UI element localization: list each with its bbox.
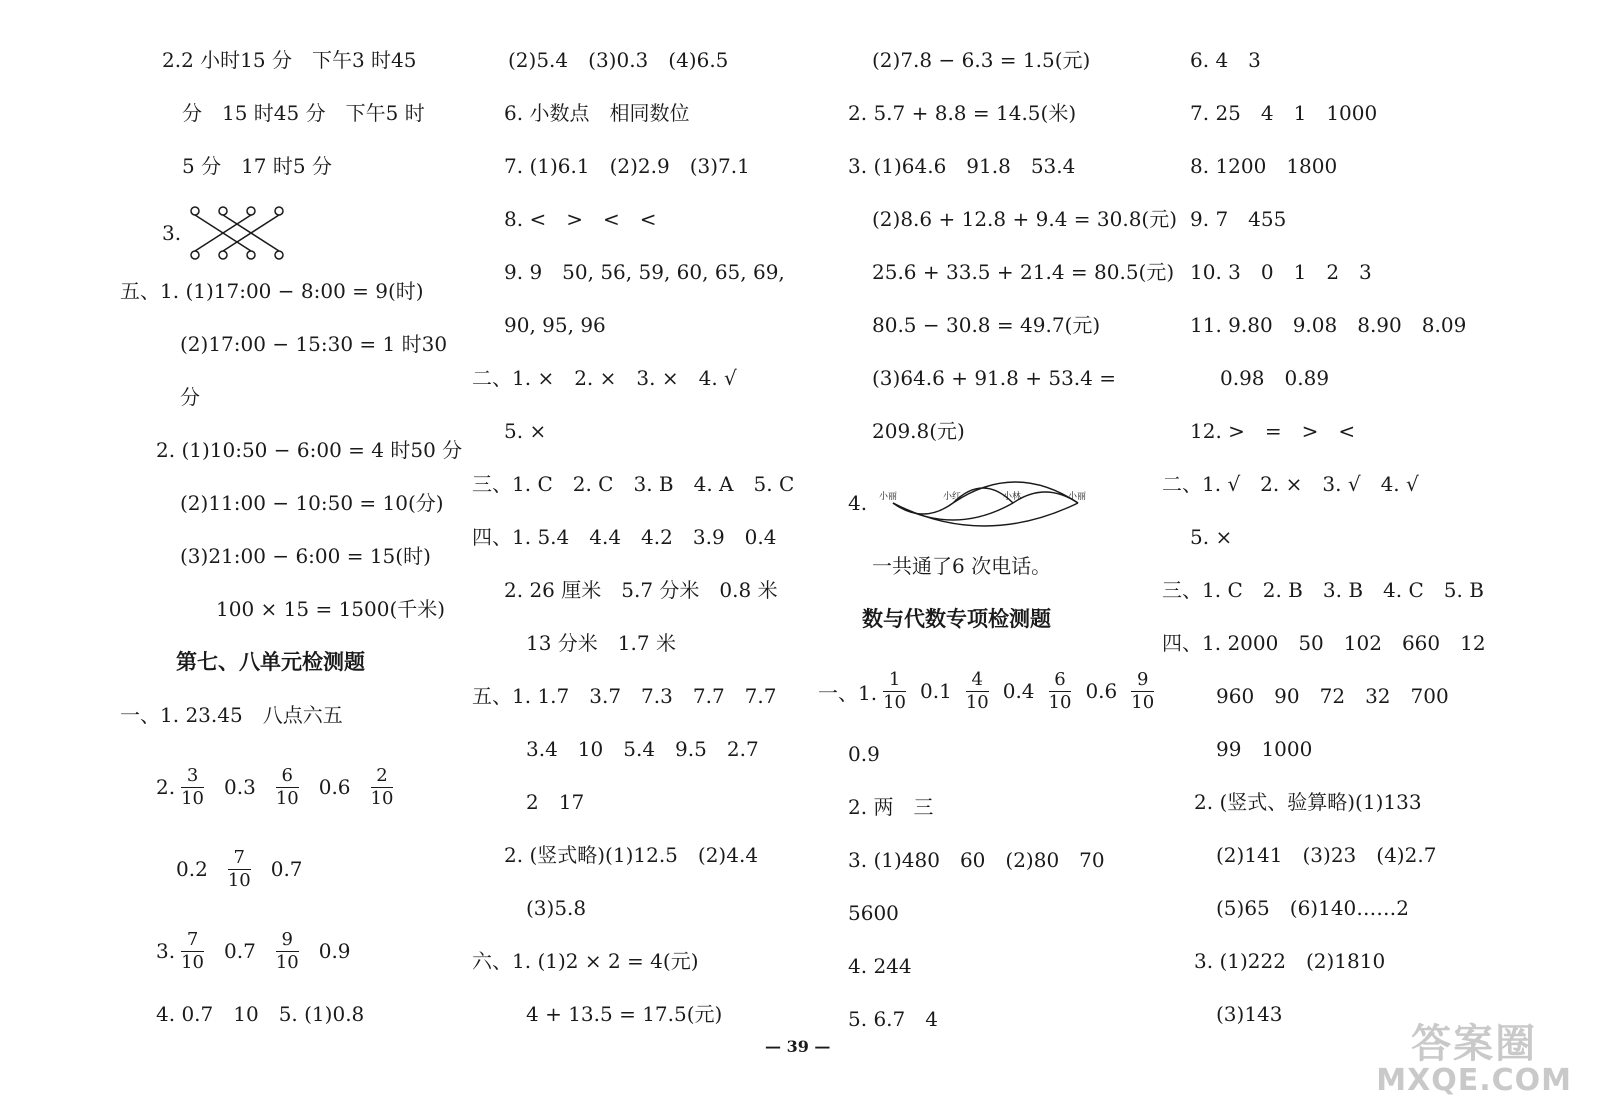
match-dot xyxy=(275,251,283,259)
denominator: 10 xyxy=(275,951,299,973)
numerator: 6 xyxy=(281,764,293,786)
question-number: 2. xyxy=(156,775,176,799)
answer-line: 二、1. √ 2. × 3. √ 4. √ xyxy=(1162,472,1419,496)
answer-line: 5 分 17 时5 分 xyxy=(182,154,332,178)
answer-line: 8. < > < < xyxy=(504,207,657,231)
question-number: 一、1. xyxy=(818,680,878,705)
answer-line: 960 90 72 32 700 xyxy=(1216,684,1449,708)
column-1 xyxy=(120,38,463,1045)
decimal-value: 0.6 xyxy=(1085,679,1118,703)
column-2 xyxy=(472,38,812,1045)
decimal-value: 0.9 xyxy=(318,939,351,963)
watermark-top: 答案圈 xyxy=(1411,1021,1538,1067)
answer-line: 100 × 15 = 1500(千米) xyxy=(216,597,446,621)
fraction xyxy=(276,929,299,974)
denominator: 10 xyxy=(965,691,989,713)
fraction xyxy=(883,669,906,714)
answer-line: 五、1. (1)17:00 − 8:00 = 9(时) xyxy=(120,279,424,303)
answer-line: 13 分米 1.7 米 xyxy=(526,631,676,655)
watermark-bottom: MXQE.COM xyxy=(1376,1063,1572,1098)
column-4 xyxy=(1162,38,1582,1045)
matching-lines-diagram xyxy=(185,205,285,261)
answer-line: 一共通了6 次电话。 xyxy=(872,554,1052,578)
question-number: 4. xyxy=(848,491,868,515)
fraction xyxy=(276,765,299,810)
answer-line: 3. (1)64.6 91.8 53.4 xyxy=(848,154,1076,178)
answer-line: (2)11:00 − 10:50 = 10(分) xyxy=(180,491,444,515)
answer-line: (2)141 (3)23 (4)2.7 xyxy=(1216,843,1437,867)
numerator: 4 xyxy=(971,668,983,690)
decimal-value: 0.1 xyxy=(920,679,952,703)
answer-line: 四、1. 2000 50 102 660 12 xyxy=(1162,631,1486,655)
answer-line: (2)17:00 − 15:30 = 1 时30 xyxy=(180,332,448,356)
denominator: 10 xyxy=(275,787,299,809)
answer-line: 4. 0.7 10 5. (1)0.8 xyxy=(156,1002,365,1026)
answer-line: 5. 6.7 4 xyxy=(848,1007,938,1031)
answer-line: 5. × xyxy=(504,419,547,443)
answer-line: (3)5.8 xyxy=(526,896,587,920)
answer-line: (3)21:00 − 6:00 = 15(时) xyxy=(180,544,431,568)
answer-line: 3. (1)480 60 (2)80 70 xyxy=(848,848,1105,872)
answer-line: 25.6 + 33.5 + 21.4 = 80.5(元) xyxy=(872,260,1175,284)
answer-line: 0.9 xyxy=(848,742,880,766)
answer-line: (2)8.6 + 12.8 + 9.4 = 30.8(元) xyxy=(872,207,1178,231)
call-arcs-diagram xyxy=(873,467,1113,539)
numerator: 9 xyxy=(1136,668,1149,690)
answer-line: (3)143 xyxy=(1216,1002,1283,1026)
match-dot xyxy=(247,251,255,259)
numerator: 9 xyxy=(281,928,293,950)
answer-line: 12. > = > < xyxy=(1190,419,1356,443)
answer-line: 3. (1)222 (2)1810 xyxy=(1194,949,1386,973)
fraction xyxy=(1131,669,1154,714)
numerator: 1 xyxy=(888,668,901,690)
answer-line: 0.98 0.89 xyxy=(1220,366,1330,390)
answer-line: 3.4 10 5.4 9.5 2.7 xyxy=(526,737,759,761)
numerator: 7 xyxy=(186,928,199,950)
answer-line: 11. 9.80 9.08 8.90 8.09 xyxy=(1190,313,1467,337)
person-label: 小林 xyxy=(1003,492,1022,502)
person-label: 小红 xyxy=(943,492,962,502)
answer-line: 2 17 xyxy=(526,790,585,814)
answer-line: 6. 4 3 xyxy=(1190,48,1261,72)
decimal-value: 0.7 xyxy=(224,939,256,963)
match-dot xyxy=(191,251,199,259)
fraction-answer-line xyxy=(120,746,460,828)
answer-line: 分 xyxy=(180,385,200,409)
fraction xyxy=(1049,669,1072,714)
answer-line: 4 + 13.5 = 17.5(元) xyxy=(526,1002,723,1026)
answer-line: (3)64.6 + 91.8 + 53.4 = xyxy=(872,366,1116,390)
fraction xyxy=(371,765,394,810)
answer-line: 2. (1)10:50 − 6:00 = 4 时50 分 xyxy=(156,438,463,462)
phone-call-diagram xyxy=(818,462,1158,544)
section-title: 第七、八单元检测题 xyxy=(176,650,365,674)
answer-line: 5600 xyxy=(848,901,899,925)
call-arc xyxy=(893,503,953,514)
answer-line: 2. (竖式、验算略)(1)133 xyxy=(1194,790,1422,814)
answer-line: 9. 9 50, 56, 59, 60, 65, 69, xyxy=(504,260,785,284)
numerator: 2 xyxy=(376,764,388,786)
numerator: 3 xyxy=(186,764,199,786)
answer-line: 2.2 小时15 分 下午3 时45 xyxy=(162,48,417,72)
answer-line: 一、1. 23.45 八点六五 xyxy=(120,703,343,727)
matching-answer xyxy=(120,197,460,269)
answer-line: 209.8(元) xyxy=(872,419,965,443)
answer-line: 六、1. (1)2 × 2 = 4(元) xyxy=(472,949,699,973)
fraction xyxy=(966,669,989,714)
decimal-value: 0.2 xyxy=(176,857,208,881)
denominator: 10 xyxy=(1131,691,1155,713)
answer-line: 2. 两 三 xyxy=(848,795,934,819)
fraction-answer-line xyxy=(120,910,460,992)
decimal-value: 0.6 xyxy=(318,775,351,799)
match-dot xyxy=(219,251,227,259)
question-number: 3. xyxy=(156,939,176,963)
page-number: — 39 — xyxy=(765,1037,831,1056)
answer-line: 99 1000 xyxy=(1216,737,1313,761)
answer-line: 2. (竖式略)(1)12.5 (2)4.4 xyxy=(504,843,759,867)
denominator: 10 xyxy=(370,787,394,809)
fraction-answer-line xyxy=(818,650,1158,732)
answer-line: 8. 1200 1800 xyxy=(1190,154,1338,178)
watermark-logo xyxy=(1376,1012,1572,1098)
fraction xyxy=(181,929,204,974)
answer-line: 90, 95, 96 xyxy=(504,313,606,337)
decimal-value: 0.3 xyxy=(224,775,256,799)
answer-line: (2)5.4 (3)0.3 (4)6.5 xyxy=(508,48,729,72)
decimal-value: 0.4 xyxy=(1002,679,1035,703)
match-dot xyxy=(219,207,227,215)
fraction-answer-line xyxy=(120,828,460,910)
answer-line: 四、1. 5.4 4.4 4.2 3.9 0.4 xyxy=(472,525,777,549)
answer-line: 7. 25 4 1 1000 xyxy=(1190,101,1378,125)
person-label: 小丽 xyxy=(879,492,898,502)
answer-line: 6. 小数点 相同数位 xyxy=(504,101,690,125)
answer-line: 分 15 时45 分 下午5 时 xyxy=(182,101,425,125)
answer-line: (5)65 (6)140……2 xyxy=(1216,896,1410,920)
column-3 xyxy=(818,38,1178,1050)
answer-line: 7. (1)6.1 (2)2.9 (3)7.1 xyxy=(504,154,750,178)
decimal-value: 0.7 xyxy=(270,857,303,881)
section-title: 数与代数专项检测题 xyxy=(862,607,1051,631)
answer-line: 10. 3 0 1 2 3 xyxy=(1190,260,1372,284)
answer-line: 80.5 − 30.8 = 49.7(元) xyxy=(872,313,1101,337)
fraction xyxy=(228,847,251,892)
match-dot xyxy=(191,207,199,215)
answer-line: 五、1. 1.7 3.7 7.3 7.7 7.7 xyxy=(472,684,777,708)
person-label: 小丽 xyxy=(1068,492,1087,502)
answer-line: (2)7.8 − 6.3 = 1.5(元) xyxy=(872,48,1091,72)
answer-line: 2. 26 厘米 5.7 分米 0.8 米 xyxy=(504,578,778,602)
denominator: 10 xyxy=(181,787,204,809)
question-number: 3. xyxy=(162,221,182,245)
answer-line: 二、1. × 2. × 3. × 4. √ xyxy=(472,366,737,390)
answer-line: 4. 244 xyxy=(848,954,912,978)
numerator: 7 xyxy=(233,846,245,868)
numerator: 6 xyxy=(1054,668,1066,690)
match-dot xyxy=(275,207,283,215)
denominator: 10 xyxy=(883,691,906,713)
answer-line: 9. 7 455 xyxy=(1190,207,1287,231)
answer-line: 2. 5.7 + 8.8 = 14.5(米) xyxy=(848,101,1077,125)
answer-line: 三、1. C 2. B 3. B 4. C 5. B xyxy=(1162,578,1484,602)
fraction xyxy=(181,765,204,810)
denominator: 10 xyxy=(227,869,251,891)
match-dot xyxy=(247,207,255,215)
answer-line: 三、1. C 2. C 3. B 4. A 5. C xyxy=(472,472,795,496)
answer-line: 5. × xyxy=(1190,525,1233,549)
denominator: 10 xyxy=(1048,691,1072,713)
denominator: 10 xyxy=(181,951,204,973)
